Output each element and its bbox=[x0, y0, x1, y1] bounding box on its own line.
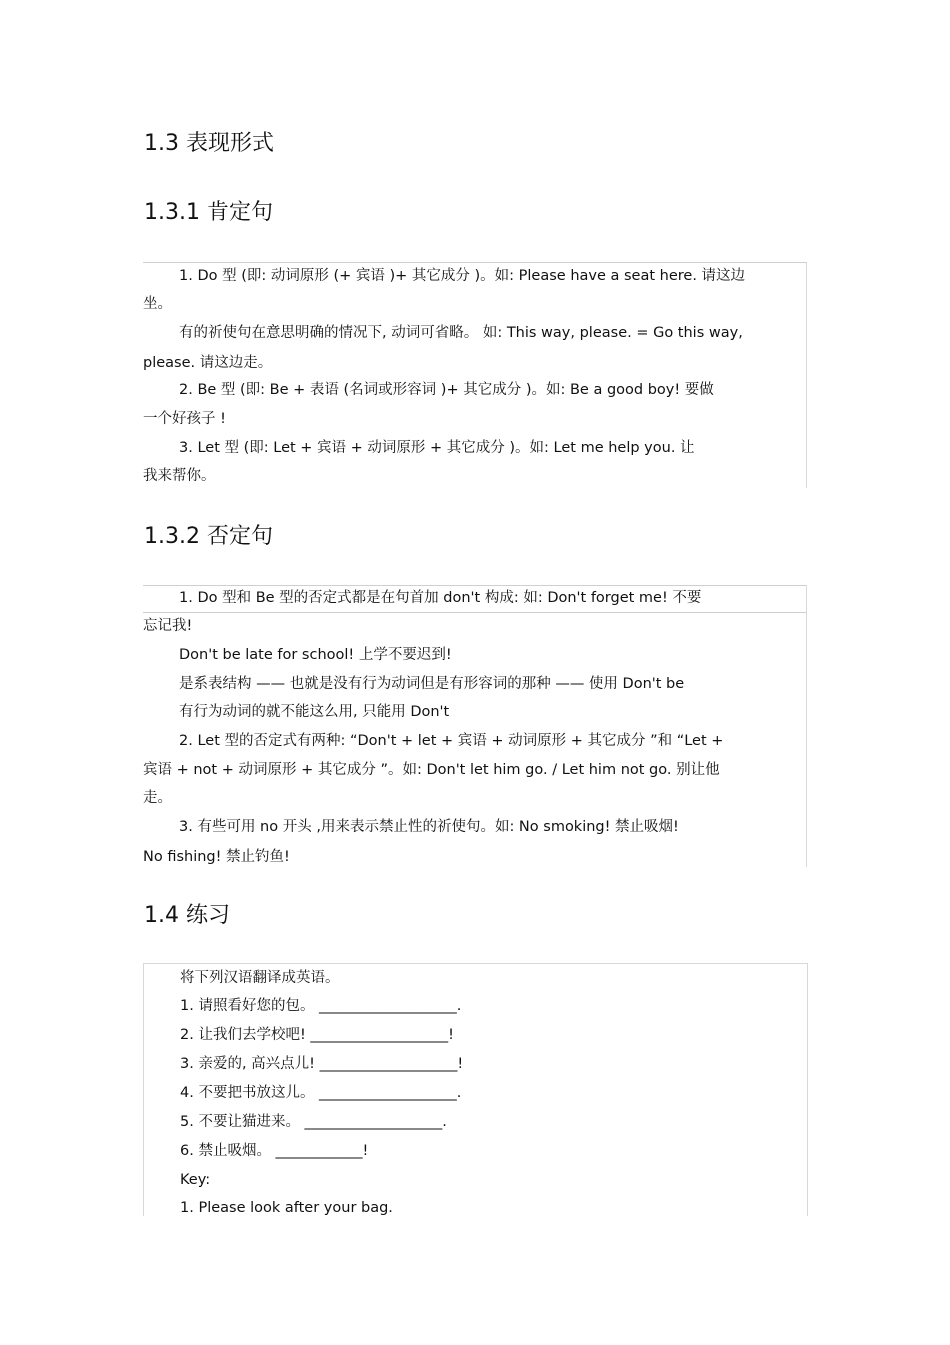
heading-1-3-1: 1.3.1 肯定句 bbox=[144, 200, 273, 225]
practice-instruction: 将下列汉语翻译成英语。 bbox=[180, 970, 340, 986]
text-line: 3. 有些可用 no 开头 ,用来表示禁止性的祈使句。如: No smoking! 禁止吸烟! bbox=[179, 819, 679, 835]
heading-1-3: 1.3 表现形式 bbox=[144, 131, 274, 156]
text-line: 2. Let 型的否定式有两种: “Don't + let + 宾语 + 动词原形 + 其它成分 ”和 “Let + bbox=[179, 733, 724, 749]
text-line: 坐。 bbox=[143, 296, 172, 312]
text-line: 我来帮你。 bbox=[143, 468, 216, 484]
heading-1-3-2: 1.3.2 否定句 bbox=[144, 524, 273, 549]
text-line: 2. Be 型 (即: Be + 表语 (名词或形容词 )+ 其它成分 )。如: Be a good boy! 要做 bbox=[179, 382, 714, 398]
practice-item: 3. 亲爱的, 高兴点儿! ___________________! bbox=[180, 1056, 464, 1072]
text-line: 有行为动词的就不能这么用, 只能用 Don't bbox=[179, 704, 450, 720]
negative-box bbox=[143, 585, 807, 867]
text-line: 1. Do 型 (即: 动词原形 (+ 宾语 )+ 其它成分 )。如: Please have a seat here. 请这边 bbox=[179, 268, 746, 284]
text-line: Don't be late for school! 上学不要迟到! bbox=[179, 647, 452, 663]
practice-item: 5. 不要让猫进来。 ___________________. bbox=[180, 1114, 447, 1130]
key-label: Key: bbox=[180, 1172, 211, 1188]
text-line: 1. Do 型和 Be 型的否定式都是在句首加 don't 构成: 如: Don't forget me! 不要 bbox=[179, 590, 702, 606]
text-line: please. 请这边走。 bbox=[143, 355, 273, 371]
text-line: 是系表结构 —— 也就是没有行为动词但是有形容词的那种 —— 使用 Don't be bbox=[179, 676, 685, 692]
practice-item: 4. 不要把书放这儿。 ___________________. bbox=[180, 1085, 462, 1101]
practice-item: 6. 禁止吸烟。 ____________! bbox=[180, 1143, 369, 1159]
heading-1-4: 1.4 练习 bbox=[144, 903, 230, 928]
text-line: 忘记我! bbox=[143, 618, 193, 634]
text-line: 3. Let 型 (即: Let + 宾语 + 动词原形 + 其它成分 )。如: Let me help you. 让 bbox=[179, 440, 695, 456]
practice-item: 2. 让我们去学校吧! ___________________! bbox=[180, 1027, 454, 1043]
text-line: No fishing! 禁止钓鱼! bbox=[143, 849, 290, 865]
text-line: 一个好孩子 ! bbox=[143, 411, 226, 427]
practice-item: 1. 请照看好您的包。 ___________________. bbox=[180, 998, 462, 1014]
practice-box bbox=[143, 963, 808, 1216]
text-line: 宾语 + not + 动词原形 + 其它成分 ”。如: Don't let him go. / Let him not go. 别让他 bbox=[143, 762, 720, 778]
text-line: 走。 bbox=[143, 790, 172, 806]
affirmative-box bbox=[143, 262, 807, 488]
key-item: 1. Please look after your bag. bbox=[180, 1200, 393, 1216]
text-line: 有的祈使句在意思明确的情况下, 动词可省略。 如: This way, please. = Go this way, bbox=[179, 325, 743, 341]
